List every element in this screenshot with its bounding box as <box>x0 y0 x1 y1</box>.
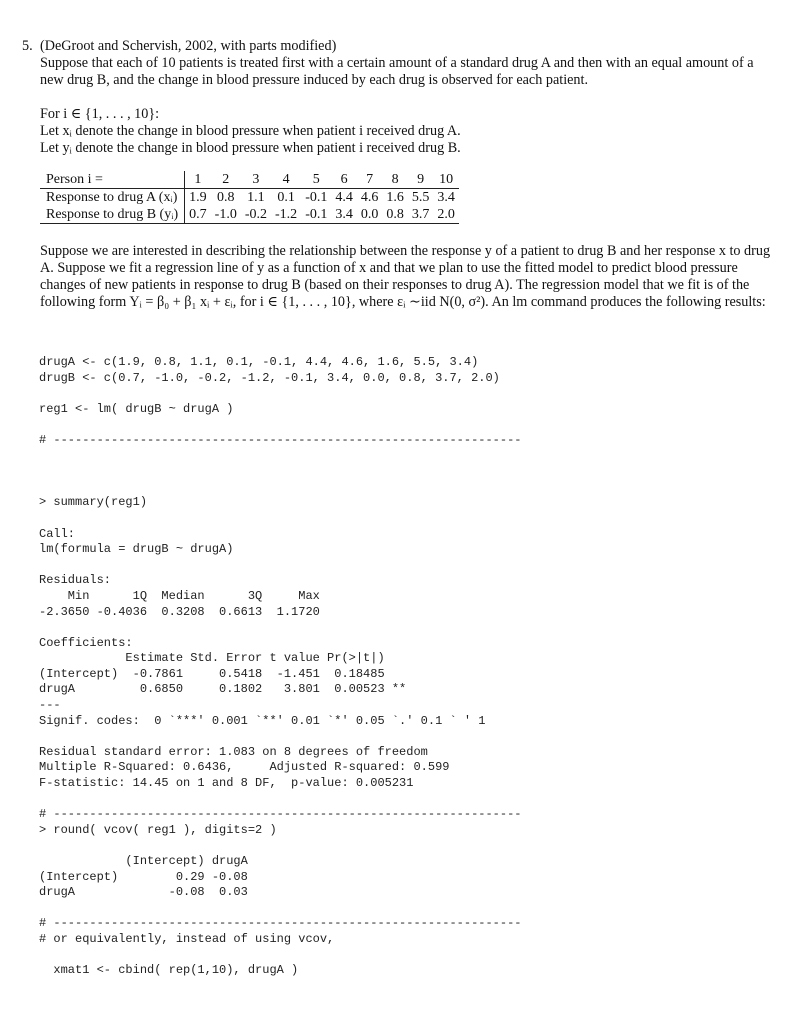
model-description: Suppose we are interested in describing the relationship between the response y of a patient to drug B and her response x to drug A. Suppose we fit a regression line of y as a function of x and that we plan to use the fitted model to predict blood pressure changes of new patients in response to drug B (based on their responses to drug A). The regression model that we fit is of the following form Yᵢ = β₀ + β₁ xᵢ + εᵢ, for i ∈ {1, . . . , 10}, where εᵢ ∼iid N(0, σ²). An lm command produces the following results: <box>40 243 771 310</box>
table-cell: 0.7 <box>185 206 211 224</box>
question-body <box>40 38 775 311</box>
row-label: Response to drug A (xᵢ) <box>40 189 185 207</box>
code-line: Min 1Q Median 3Q Max <box>39 588 320 603</box>
table-cell: 0.0 <box>357 206 383 224</box>
code-line: --- <box>39 698 61 713</box>
table-cell: 0.8 <box>217 190 235 205</box>
table-cell: 5.5 <box>411 190 430 205</box>
code-line: drugB <- c(0.7, -1.0, -0.2, -1.2, -0.1, 3.4, 0.0, 0.8, 3.7, 2.0) <box>39 370 500 385</box>
table-cell: 2.0 <box>433 206 459 224</box>
table-cell: -1.2 <box>271 206 301 224</box>
table-row <box>40 189 459 207</box>
code-line: > round( vcov( reg1 ), digits=2 ) <box>39 822 277 837</box>
question-number: 5. <box>22 38 33 54</box>
table-cell: 4.6 <box>360 190 379 205</box>
code-line: lm(formula = drugB ~ drugA) <box>39 542 234 557</box>
person-index-cell: 10 <box>433 171 459 189</box>
table-cell: 1.6 <box>386 190 404 205</box>
table-cell: 3.7 <box>408 206 434 224</box>
table-row <box>40 206 459 224</box>
person-index-cell: 5 <box>301 171 331 189</box>
code-line: F-statistic: 14.45 on 1 and 8 DF, p-value: 0.005231 <box>39 776 414 791</box>
person-index-cell: 1 <box>185 171 211 189</box>
row-label: Response to drug B (yᵢ) <box>40 206 185 224</box>
code-line: Signif. codes: 0 `***' 0.001 `**' 0.01 `*' 0.05 `.' 0.1 ` ' 1 <box>39 713 486 728</box>
code-line: Residual standard error: 1.083 on 8 degrees of freedom <box>39 744 428 759</box>
table-cell: 1.1 <box>247 190 265 205</box>
table-cell: -0.1 <box>305 190 328 205</box>
code-line: (Intercept) -0.7861 0.5418 -1.451 0.18485 <box>39 666 385 681</box>
code-line: drugA <- c(1.9, 0.8, 1.1, 0.1, -0.1, 4.4, 4.6, 1.6, 5.5, 3.4) <box>39 355 479 369</box>
code-line: # ----------------------------------------------------------------- <box>39 432 522 447</box>
code-line: Coefficients: <box>39 635 133 650</box>
table-cell: 0.8 <box>382 206 408 224</box>
data-table-wrapper <box>40 171 775 224</box>
code-line: reg1 <- lm( drugB ~ drugA ) <box>39 401 234 416</box>
code-line: # or equivalently, instead of using vcov, <box>39 931 335 946</box>
code-line: xmat1 <- cbind( rep(1,10), drugA ) <box>39 963 299 978</box>
code-line: # ----------------------------------------------------------------- <box>39 916 522 931</box>
table-cell: -1.0 <box>211 206 241 224</box>
code-line: # ----------------------------------------------------------------- <box>39 807 522 822</box>
person-index-cell: 6 <box>331 171 357 189</box>
table-cell: 1.9 <box>189 190 207 205</box>
code-line: drugA 0.6850 0.1802 3.801 0.00523 ** <box>39 682 407 697</box>
question-intro: Suppose that each of 10 patients is treated first with a certain amount of a standard drug A and then with an equal amount of a new drug B, and the change in blood pressure induced by each drug is observed for each patient. <box>40 55 754 88</box>
table-cell: -0.2 <box>241 206 271 224</box>
data-table <box>40 171 459 224</box>
person-index-cell: 2 <box>211 171 241 189</box>
code-line: (Intercept) 0.29 -0.08 <box>39 869 248 884</box>
code-line: (Intercept) drugA <box>39 854 248 868</box>
code-line: -2.3650 -0.4036 0.3208 0.6613 1.1720 <box>39 604 320 619</box>
code-line: Call: <box>39 526 76 541</box>
table-header-row <box>40 171 459 189</box>
code-line: Residuals: <box>39 573 112 588</box>
definition-x: Let xᵢ denote the change in blood pressure when patient i received drug A. <box>40 123 461 139</box>
person-index-cell: 3 <box>241 171 271 189</box>
table-cell: -0.1 <box>301 206 331 224</box>
code-line: Estimate Std. Error t value Pr(>|t|) <box>39 651 385 666</box>
person-index-cell: 8 <box>382 171 408 189</box>
index-range-line: For i ∈ {1, . . . , 10}: <box>40 106 160 122</box>
table-cell: 3.4 <box>437 190 455 205</box>
table-cell: 4.4 <box>335 190 353 205</box>
table-cell: 3.4 <box>331 206 357 224</box>
person-index-cell: 4 <box>271 171 301 189</box>
code-line: drugA -0.08 0.03 <box>39 885 248 900</box>
table-header-label: Person i = <box>40 171 185 189</box>
definition-y: Let yᵢ denote the change in blood pressure when patient i received drug B. <box>40 140 461 156</box>
table-cell: 0.1 <box>277 190 295 205</box>
r-output-code-block <box>39 355 521 979</box>
person-index-cell: 7 <box>357 171 383 189</box>
code-line: > summary(reg1) <box>39 495 148 510</box>
person-index-cell: 9 <box>408 171 434 189</box>
code-line: Multiple R-Squared: 0.6436, Adjusted R-squared: 0.599 <box>39 760 450 775</box>
question-source: (DeGroot and Schervish, 2002, with parts modified) <box>40 38 337 54</box>
